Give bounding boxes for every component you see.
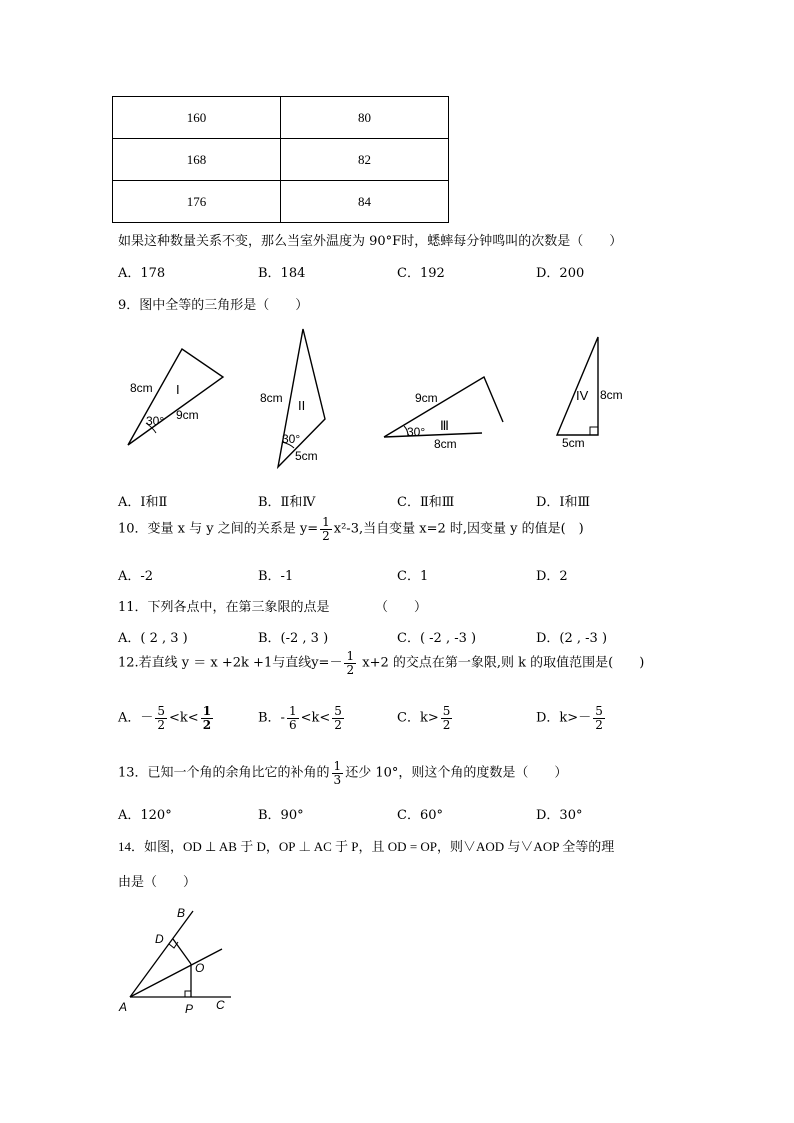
q13-option-c: C．60° — [397, 808, 443, 823]
question-8-text: 如果这种数量关系不变，那么当室外温度为 90°F时，蟋蟀每分钟鸣叫的次数是（ ） — [118, 234, 623, 249]
t3-side-a: 9cm — [415, 391, 438, 405]
t1-angle: 30° — [146, 414, 165, 428]
t2-angle: 30° — [282, 432, 301, 446]
q9-option-b: B．Ⅱ和Ⅳ — [258, 495, 316, 510]
triangle-4 — [557, 337, 623, 450]
t1-side-a: 8cm — [130, 381, 153, 395]
triangle-1 — [128, 349, 223, 445]
label-p: P — [185, 1002, 194, 1016]
label-d: D — [155, 932, 164, 946]
q11-option-d: D．(2 , -3 ) — [536, 631, 608, 646]
question-14-line-1: 14．如图，OD ⊥ AB 于 D，OP ⊥ AC 于 P，且 OD = OP，则∨AOD 与∨AOP 全等的理 — [118, 839, 615, 854]
t3-angle: 30° — [407, 425, 426, 439]
q10-option-d: D．2 — [536, 569, 568, 584]
q8-option-c: C．192 — [397, 266, 445, 281]
q12-option-b: B．- $\frac{1}{6}$ <k< $\frac{5}{2}$ — [258, 704, 342, 732]
table-cell: 176 — [113, 181, 281, 223]
q13-fraction: $\frac{1}{3}$ — [333, 759, 342, 787]
table-cell: 80 — [281, 97, 449, 139]
q12-option-a: A．－ $\frac{5}{2}$ <k< $\frac{1}{2}$ — [118, 704, 212, 732]
q8-option-a: A．178 — [118, 266, 166, 281]
table-cell: 84 — [281, 181, 449, 223]
table-row — [113, 139, 449, 181]
q10-option-a: A．-2 — [118, 569, 154, 584]
q10-prefix: 10．变量 x 与 y 之间的关系是 y= — [118, 521, 319, 537]
q10-option-c: C．1 — [397, 569, 429, 584]
triangle-2 — [260, 329, 325, 467]
q8-option-d: D．200 — [536, 266, 585, 281]
label-a: A — [119, 1000, 128, 1014]
q11-option-c: C．( -2 , -3 ) — [397, 631, 477, 646]
q12-prefix: 12.若直线 y ＝ x +2k +1与直线y=－ — [118, 655, 343, 671]
t2-label: II — [298, 398, 306, 413]
table-cell: 82 — [281, 139, 449, 181]
label-b: B — [177, 906, 186, 920]
q13-option-d: D．30° — [536, 808, 583, 823]
q12-suffix: x+2 的交点在第一象限,则 k 的取值范围是( ) — [358, 655, 645, 671]
table-row — [113, 97, 449, 139]
q13-prefix: 13．已知一个角的余角比它的补角的 — [118, 765, 330, 781]
triangles-figure — [110, 320, 670, 480]
t1-side-b: 9cm — [176, 408, 199, 422]
question-14-line-2: 由是（ ） — [118, 875, 197, 890]
q8-option-b: B．184 — [258, 266, 306, 281]
t2-side-b: 5cm — [295, 449, 318, 463]
q13-option-b: B．90° — [258, 808, 304, 823]
t4-side-b: 5cm — [562, 436, 585, 450]
q13-option-a: A．120° — [118, 808, 172, 823]
q9-option-a: A．Ⅰ和Ⅱ — [118, 495, 168, 510]
table-cell: 160 — [113, 97, 281, 139]
table-row — [113, 181, 449, 223]
question-11-text: 11．下列各点中，在第三象限的点是 （ ） — [118, 600, 428, 615]
t4-label: IV — [576, 388, 589, 403]
q12-option-d: D．k>－ $\frac{5}{2}$ — [536, 704, 603, 732]
angle-bisector-figure — [115, 905, 245, 1020]
t3-label: Ⅲ — [440, 418, 449, 433]
q11-option-a: A．( 2 , 3 ) — [118, 631, 188, 646]
q9-option-c: C．Ⅱ和Ⅲ — [397, 495, 455, 510]
t2-side-a: 8cm — [260, 391, 283, 405]
q11-option-b: B．(-2 , 3 ) — [258, 631, 329, 646]
question-9-text: 9．图中全等的三角形是（ ） — [118, 298, 309, 313]
table-cell: 168 — [113, 139, 281, 181]
t1-label: I — [176, 382, 180, 397]
q10-suffix: x²-3,当自变量 x=2 时,因变量 y 的值是( ) — [333, 521, 584, 537]
label-o: O — [195, 961, 205, 975]
question-10 — [118, 516, 584, 542]
label-c: C — [216, 998, 225, 1012]
question-12 — [118, 650, 644, 676]
data-table — [112, 96, 449, 223]
triangle-3 — [384, 377, 503, 451]
q12-option-c: C．k> $\frac{5}{2}$ — [397, 704, 451, 732]
question-13 — [118, 760, 567, 786]
q9-option-d: D．Ⅰ和Ⅲ — [536, 495, 591, 510]
q10-option-b: B．-1 — [258, 569, 294, 584]
t4-side-a: 8cm — [600, 388, 623, 402]
q10-fraction: $\frac{1}{2}$ — [322, 515, 330, 543]
q13-suffix: 还少 10°，则这个角的度数是（ ） — [345, 765, 568, 781]
q12-fraction: $\frac{1}{2}$ — [346, 649, 355, 677]
t3-side-b: 8cm — [434, 437, 457, 451]
